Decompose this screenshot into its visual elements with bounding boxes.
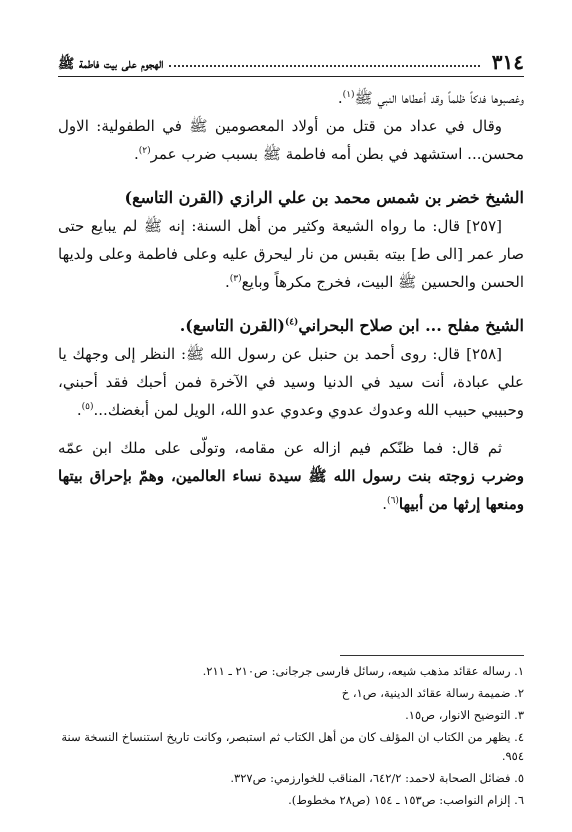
spacer (58, 168, 524, 184)
footnote-2: ٢. ضميمة رسالة عقائد الدينية، ص١، خ (341, 686, 524, 700)
header-rule (58, 76, 524, 77)
section-heading-bahrani-text: الشيخ مفلح ... ابن صلاح البحراني (298, 316, 524, 335)
paragraph-1-text: وغصبوها فدكاً ظلماً وقد أعطاها النبي ﷺ (354, 89, 524, 107)
footnote-ref-6: (٦) (387, 496, 399, 506)
running-title: الهجوم على بيت فاطمة ﷺ (58, 55, 164, 72)
paragraph-257-text: قال: ما رواه الشيعة وكثير من أهل السنة: إنه ﷺ لم يبايع حتى صار عمر [الى ط] بيته بقبس من نار ليحرق عليه وعلى فاطمة وعلى ولديها الحسن والحسين ﷺ البيت، فخرج مكرهاً وبايع (58, 217, 524, 291)
section-heading-razi: الشيخ خضر بن شمس محمد بن علي الرازي (القرن التاسع) (124, 188, 524, 207)
footnote-4: ٤. يظهر من الكتاب ان المؤلف كان من أهل الكتاب ثم استبصر، وكانت تاريخ استنساخ النسخة سنة ٩٥٤. (61, 730, 524, 763)
footnote-ref-4: (٤) (284, 317, 299, 328)
footnote-5: ٥. فضائل الصحابة لاحمد: ٦٤٢/٢، المناقب للخوارزمي: ص٣٢٧. (230, 771, 524, 785)
paragraph-257: [٢٥٧]قال: ما رواه الشيعة وكثير من أهل السنة: إنه ﷺ لم يبايع حتى صار عمر [الى ط] بيته بقبس من نار ليحرق عليه وعلى فاطمة وعلى ولديها الحسن والحسين ﷺ البيت، فخرج مكرهاً وبايع$^{(٣)}$. (58, 217, 524, 291)
paragraph-2-text: وقال في عداد من قتل من أولاد المعصومين ﷺ في الطفولية: الاول محسن... استشهد في بطن أمه فاطمة ﷺ بسبب ضرب عمر (58, 117, 524, 163)
paragraph-last-plain: ثم قال: فما ظنّكم فيم ازاله عن مقامه، وتولّى على ملك ابن عمّه (58, 439, 502, 457)
paragraph-258: [٢٥٨]قال: روى أحمد بن حنبل عن رسول الله ﷺ: النظر إلى وجهك يا علي عبادة، أنت سيد في الدنيا وسيد في الآخرة فمن أحبك فقد أحبني، وحبيبي حبيب الله وعدوك عدوي وعدوي عدو الله، الويل لمن أبغضك...$^{(٥)}$. (58, 345, 524, 419)
footnote-ref-5: (٥) (81, 402, 94, 412)
header-dot-leader (169, 65, 479, 67)
footnotes (58, 662, 524, 813)
footnote-rule (340, 655, 524, 656)
section-heading-bahrani (58, 312, 524, 340)
footnote-ref-2: (٢) (138, 146, 151, 156)
page-number: ٣١٤ (491, 50, 524, 74)
paragraph-2: وقال في عداد من قتل من أولاد المعصومين ﷺ في الطفولية: الاول محسن... استشهد في بطن أمه فاطمة ﷺ بسبب ضرب عمر$^{(٢)}$. (58, 117, 524, 163)
paragraph-1: وغصبوها فدكاً ظلماً وقد أعطاها النبي ﷺ$^{(١)}$. (337, 89, 524, 107)
page-header (58, 42, 524, 72)
footnote-ref-1: (١) (342, 90, 355, 100)
footnote-ref-3: (٣) (229, 274, 242, 284)
footnote-6: ٦. إلزام النواصب: ص١٥٣ ـ ١٥٤ (ص٢٨ مخطوط). (288, 793, 524, 807)
entry-number-258: [٢٥٨] (466, 345, 502, 363)
spacer (58, 424, 524, 434)
paragraph-258-text: قال: روى أحمد بن حنبل عن رسول الله ﷺ: النظر إلى وجهك يا علي عبادة، أنت سيد في الدنيا وسيد في الآخرة فمن أحبك فقد أحبني، وحبيبي حبيب الله وعدوك عدوي وعدوي عدو الله، الويل لمن أبغضك... (58, 345, 524, 419)
section-heading-bahrani-tail: (القرن التاسع). (179, 316, 285, 335)
entry-number-257: [٢٥٧] (466, 217, 502, 235)
paragraph-last-bold: وضرب زوجته بنت رسول الله ﷺ سيدة نساء العالمين، وهمّ بإحراق بيتها ومنعها إرثها من أبيها (58, 467, 524, 513)
paragraph-last: ثم قال: فما ظنّكم فيم ازاله عن مقامه، وتولّى على ملك ابن عمّه وضرب زوجته بنت رسول الله ﷺ سيدة نساء العالمين، وهمّ بإحراق بيتها ومنعها إرثها من أبيها$^{(٦)}$. (58, 439, 524, 513)
page-body (58, 84, 524, 518)
footnote-1: ١. رساله عقائد مذهب شيعه، رسائل فارسی جرجانی: ص٢١٠ ـ ٢١١. (202, 664, 524, 678)
footnote-3: ٣. التوضيح الانوار، ص١٥. (405, 708, 524, 722)
spacer (58, 296, 524, 312)
